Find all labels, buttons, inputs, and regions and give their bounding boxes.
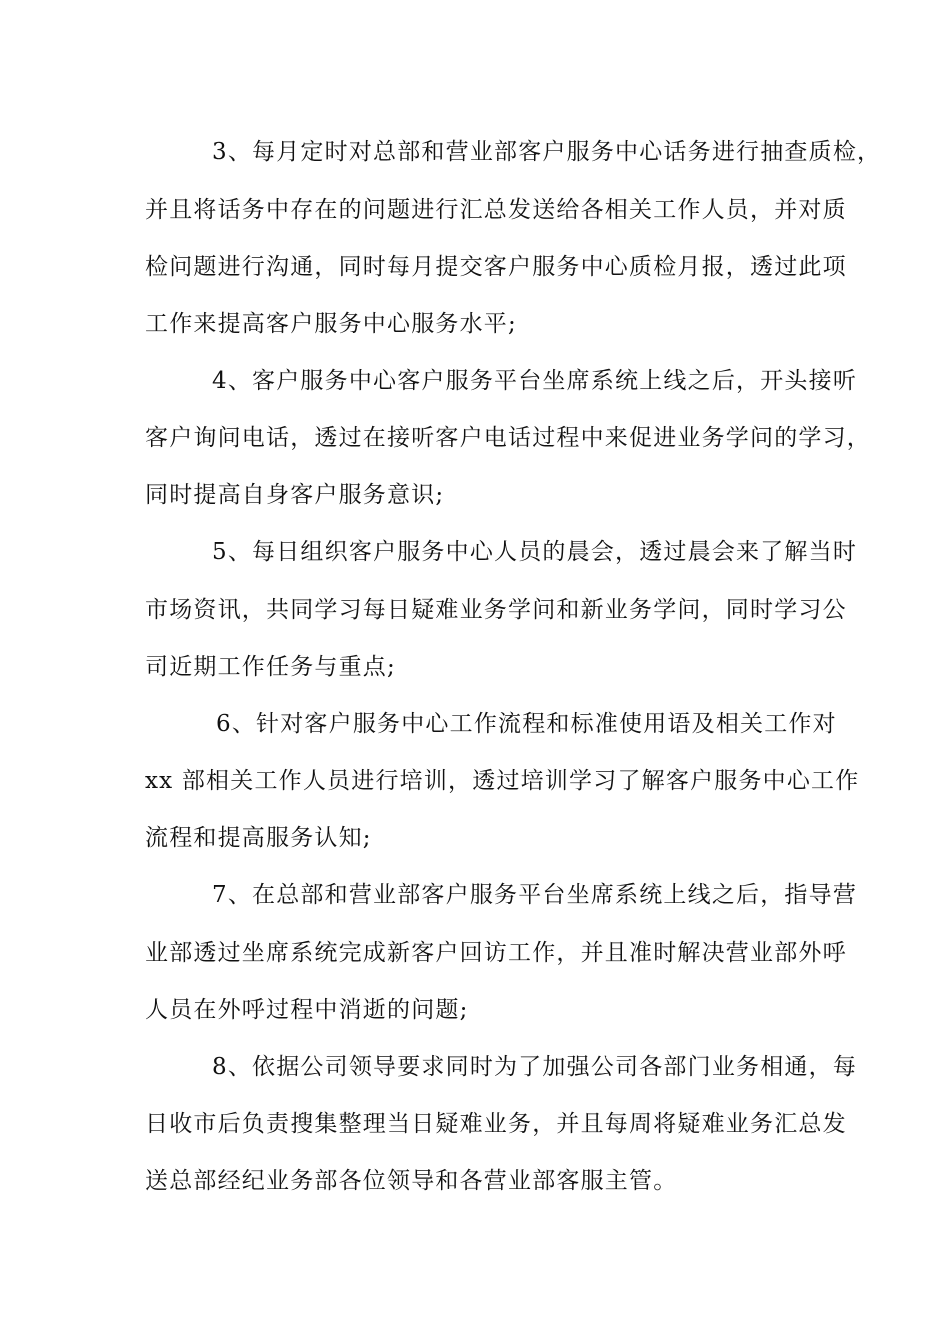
paragraph-4-line-3: 同时提高自身客户服务意识; [145,482,445,508]
paragraph-6-line-3: 流程和提高服务认知; [145,825,372,851]
paragraph-3-line-1: 3、每月定时对总部和营业部客户服务中心话务进行抽查质检， [212,139,882,165]
paragraph-7-line-1: 7、在总部和营业部客户服务平台坐席系统上线之后，指导营 [212,882,858,908]
paragraph-5-line-3: 司近期工作任务与重点; [145,654,396,680]
paragraph-8-line-3: 送总部经纪业务部各位领导和各营业部客服主管。 [145,1168,678,1194]
paragraph-4-line-2: 客户询问电话，透过在接听客户电话过程中来促进业务学问的学习， [145,425,871,451]
paragraph-7-line-3: 人员在外呼过程中消逝的问题; [145,997,469,1023]
paragraph-7-line-2: 业部透过坐席系统完成新客户回访工作，并且准时解决营业部外呼 [145,940,847,966]
paragraph-5-line-1: 5、每日组织客户服务中心人员的晨会，透过晨会来了解当时 [212,539,858,565]
paragraph-8-line-1: 8、依据公司领导要求同时为了加强公司各部门业务相通，每 [212,1054,858,1080]
paragraph-4-line-1: 4、客户服务中心客户服务平台坐席系统上线之后，开头接听 [212,368,858,394]
paragraph-6-line-2: xx 部相关工作人员进行培训，透过培训学习了解客户服务中心工作 [145,768,860,794]
paragraph-5-line-2: 市场资讯，共同学习每日疑难业务学问和新业务学问，同时学习公 [145,597,847,623]
paragraph-3-line-2: 并且将话务中存在的问题进行汇总发送给各相关工作人员，并对质 [145,197,847,223]
paragraph-8-line-2: 日收市后负责搜集整理当日疑难业务，并且每周将疑难业务汇总发 [145,1111,847,1137]
paragraph-3-line-4: 工作来提高客户服务中心服务水平; [145,311,517,337]
paragraph-3-line-3: 检问题进行沟通，同时每月提交客户服务中心质检月报，透过此项 [145,254,847,280]
paragraph-6-line-1: 6、针对客户服务中心工作流程和标准使用语及相关工作对 [216,711,837,737]
